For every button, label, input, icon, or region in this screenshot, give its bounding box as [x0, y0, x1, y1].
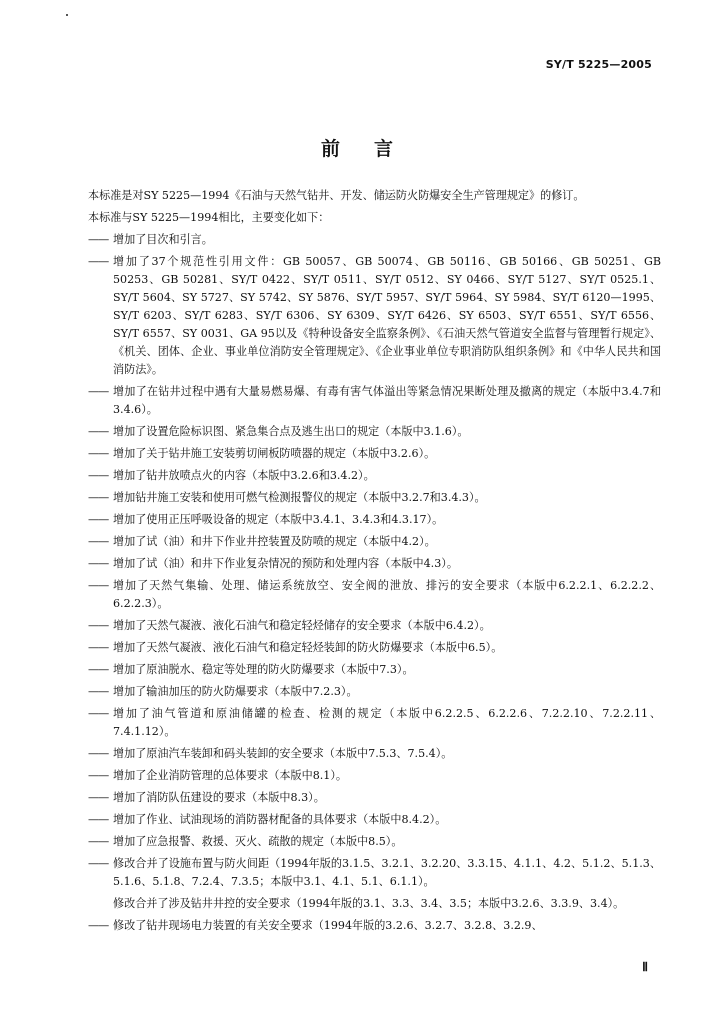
list-dash: ——: [88, 619, 109, 632]
list-item-text: 增加了设置危险标识图、紧急集合点及逃生出口的规定（本版中3.1.6）。: [113, 425, 469, 438]
change-list-item: [88, 661, 661, 679]
change-list-item: [88, 617, 661, 635]
list-item-text: 增加了天然气凝液、液化石油气和稳定轻烃储存的安全要求（本版中6.4.2）。: [113, 619, 491, 632]
list-item-text: 增加钻井施工安装和使用可燃气检测报警仪的规定（本版中3.2.7和3.4.3）。: [113, 491, 486, 504]
list-dash: ——: [88, 857, 109, 870]
list-dash: ——: [88, 769, 109, 782]
change-list-item: [88, 639, 661, 657]
list-dash: ——: [88, 255, 109, 268]
change-list-item: [88, 855, 661, 891]
change-list-item: [88, 833, 661, 851]
change-list-item: [88, 253, 661, 379]
change-list-item: [88, 683, 661, 701]
list-item-text: 增加了应急报警、救援、灭火、疏散的规定（本版中8.5）。: [113, 835, 403, 848]
list-item-text: 增加了输油加压的防火防爆要求（本版中7.2.3）。: [113, 685, 358, 698]
list-dash: ——: [88, 447, 109, 460]
page-number: Ⅱ: [642, 960, 648, 974]
list-dash: ——: [88, 425, 109, 438]
list-dash: ——: [88, 663, 109, 676]
list-dash: ——: [88, 535, 109, 548]
change-list-item: [88, 231, 661, 249]
list-item-text: 增加了原油汽车装卸和码头装卸的安全要求（本版中7.5.3、7.5.4）。: [113, 747, 453, 760]
list-dash: ——: [88, 919, 109, 932]
change-list: [61, 231, 661, 891]
change-list-item: [88, 705, 661, 741]
change-list-item: [88, 445, 661, 463]
intro-paragraph-2: 本标准与SY 5225—1994相比，主要变化如下：: [88, 211, 330, 224]
list-item-text: 增加了关于钻井施工安装剪切闸板防喷器的规定（本版中3.2.6）。: [113, 447, 436, 460]
change-list-item: [88, 467, 661, 485]
list-item-text: 增加了天然气凝液、液化石油气和稳定轻烃装卸的防火防爆要求（本版中6.5）。: [113, 641, 503, 654]
sub-paragraph: 修改合并了涉及钻井井控的安全要求（1994年版的3.1、3.3、3.4、3.5；本版中3.2.6、3.3.9、3.4）。: [113, 897, 625, 910]
scan-speck: [66, 14, 68, 16]
change-list-item: [88, 533, 661, 551]
standard-code-header: SY/T 5225—2005: [545, 58, 652, 71]
list-dash: ——: [88, 685, 109, 698]
list-dash: ——: [88, 385, 109, 398]
list-dash: ——: [88, 641, 109, 654]
list-dash: ——: [88, 791, 109, 804]
list-item-text: 增加了钻井放喷点火的内容（本版中3.2.6和3.4.2）。: [113, 469, 375, 482]
list-item-text: 修改了钻井现场电力装置的有关安全要求（1994年版的3.2.6、3.2.7、3.2.8、3.2.9、: [113, 919, 543, 932]
list-dash: ——: [88, 579, 109, 592]
list-item-text: 增加了原油脱水、稳定等处理的防火防爆要求（本版中7.3）。: [113, 663, 414, 676]
list-item-text: 增加了目次和引言。: [113, 233, 213, 246]
list-dash: ——: [88, 813, 109, 826]
page-title: 前言: [320, 138, 427, 160]
list-item-text: 修改合并了设施布置与防火间距（1994年版的3.1.5、3.2.1、3.2.20、3.3.15、4.1.1、4.2、5.1.2、5.1.3、5.1.6、5.1.8、7.2.4、7.3.5；本版中3.1、4.1、5.1、6.1.1）。: [113, 857, 661, 888]
change-list-item: [88, 745, 661, 763]
change-list-item: [88, 423, 661, 441]
document-body: [61, 187, 661, 939]
list-item-text: 增加了在钻井过程中遇有大量易燃易爆、有毒有害气体溢出等紧急情况果断处理及撤离的规定（本版中3.4.7和3.4.6）。: [113, 385, 661, 416]
list-item-text: 增加了油气管道和原油储罐的检查、检测的规定（本版中6.2.2.5、6.2.2.6、7.2.2.10、7.2.2.11、7.4.1.12）。: [113, 707, 661, 738]
change-list-item: [88, 767, 661, 785]
list-dash: ——: [88, 233, 109, 246]
change-list-item: [88, 577, 661, 613]
list-dash: ——: [88, 747, 109, 760]
list-item-text: 增加了使用正压呼吸设备的规定（本版中3.4.1、3.4.3和4.3.17）。: [113, 513, 444, 526]
list-dash: ——: [88, 513, 109, 526]
list-dash: ——: [88, 707, 109, 720]
list-item-text: 增加了37个规范性引用文件：GB 50057、GB 50074、GB 50116、GB 50166、GB 50251、GB 50253、GB 50281、SY/T 0422、SY/T 0511、SY/T 0512、SY 0466、SY/T 5127、SY/T 0525.1、SY/T 5604、SY 5727、SY 5742、SY 5876、SY/T 5957、SY/T 5964、SY 5984、SY/T 6120—1995、SY/T 6203、SY/T 6283、SY/T 6306、SY 6309、SY/T 6426、SY 6503、SY/T 6551、SY/T 6556、SY/T 6557、SY 0031、GA 95以及《特种设备安全监察条例》、《石油天然气管道安全监督与管理暂行规定》、《机关、团体、企业、事业单位消防安全管理规定》、《企业事业单位专职消防队组织条例》和《中华人民共和国消防法》。: [113, 255, 661, 376]
list-dash: ——: [88, 557, 109, 570]
change-list-item: [88, 789, 661, 807]
list-item-text: 增加了消防队伍建设的要求（本版中8.3）。: [113, 791, 325, 804]
list-item-text: 增加了试（油）和井下作业井控装置及防喷的规定（本版中4.2）。: [113, 535, 436, 548]
change-list-item: [88, 811, 661, 829]
intro-paragraph-1: 本标准是对SY 5225—1994《石油与天然气钻井、开发、储运防火防爆安全生产管理规定》的修订。: [88, 189, 585, 202]
list-dash: ——: [88, 835, 109, 848]
list-item-text: 增加了试（油）和井下作业复杂情况的预防和处理内容（本版中4.3）。: [113, 557, 458, 570]
list-item-text: 增加了企业消防管理的总体要求（本版中8.1）。: [113, 769, 347, 782]
change-list-item: [88, 511, 661, 529]
list-item-text: 增加了作业、试油现场的消防器材配备的具体要求（本版中8.4.2）。: [113, 813, 447, 826]
list-dash: ——: [88, 491, 109, 504]
list-item-text: 增加了天然气集输、处理、储运系统放空、安全阀的泄放、排污的安全要求（本版中6.2.2.1、6.2.2.2、6.2.2.3）。: [113, 579, 661, 610]
change-list-item: [88, 555, 661, 573]
change-list-item: [88, 489, 661, 507]
change-list-item: [88, 383, 661, 419]
list-dash: ——: [88, 469, 109, 482]
change-list-item: [88, 917, 661, 935]
